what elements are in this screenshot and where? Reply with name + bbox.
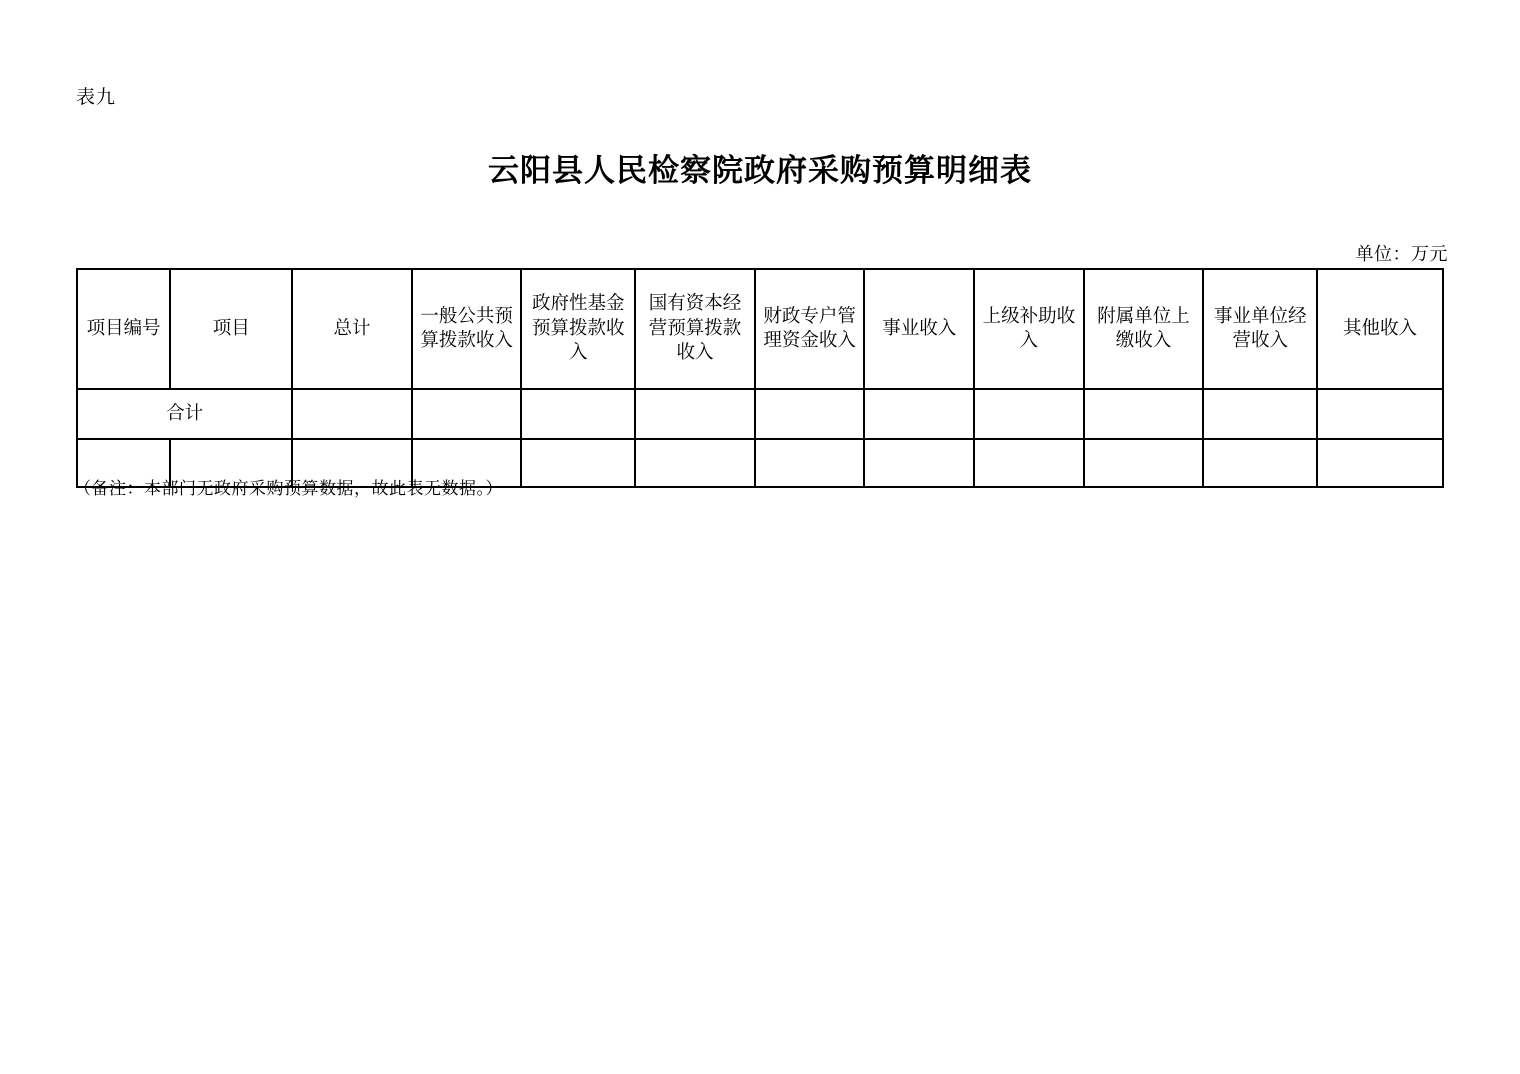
- column-header-subordinate-remittance: 附属单位上缴收入: [1084, 269, 1204, 389]
- budget-table: [76, 268, 1444, 488]
- table-row: [77, 389, 1443, 439]
- cell-institution-business-income: [1203, 389, 1317, 439]
- column-header-superior-subsidy: 上级补助收入: [974, 269, 1084, 389]
- cell-subordinate-remittance: [1084, 389, 1204, 439]
- cell-institution-business-income: [1203, 439, 1317, 487]
- footnote: （备注：本部门无政府采购预算数据，故此表无数据。）: [74, 479, 503, 498]
- cell-total: [292, 389, 412, 439]
- page-title: 云阳县人民检察院政府采购预算明细表: [488, 153, 1032, 188]
- column-header-total: 总计: [292, 269, 412, 389]
- cell-fiscal-account-funds: [755, 439, 865, 487]
- table-header-row: [77, 269, 1443, 389]
- cell-state-capital-budget: [635, 439, 755, 487]
- cell-superior-subsidy: [974, 439, 1084, 487]
- column-header-institution-business-income: 事业单位经营收入: [1203, 269, 1317, 389]
- row-label-total: 合计: [77, 389, 292, 439]
- cell-other-income: [1317, 439, 1443, 487]
- unit-note: 单位：万元: [1355, 244, 1448, 264]
- cell-state-capital-budget: [635, 389, 755, 439]
- cell-government-fund-budget: [521, 439, 635, 487]
- cell-operating-income: [864, 389, 974, 439]
- cell-fiscal-account-funds: [755, 389, 865, 439]
- column-header-other-income: 其他收入: [1317, 269, 1443, 389]
- cell-subordinate-remittance: [1084, 439, 1204, 487]
- cell-superior-subsidy: [974, 389, 1084, 439]
- column-header-item-code: 项目编号: [77, 269, 170, 389]
- cell-general-public-budget: [412, 389, 522, 439]
- cell-other-income: [1317, 389, 1443, 439]
- column-header-state-capital-budget: 国有资本经营预算拨款收入: [635, 269, 755, 389]
- table-label: 表九: [76, 87, 117, 108]
- column-header-item: 项目: [170, 269, 292, 389]
- cell-government-fund-budget: [521, 389, 635, 439]
- column-header-general-public-budget: 一般公共预算拨款收入: [412, 269, 522, 389]
- cell-operating-income: [864, 439, 974, 487]
- column-header-government-fund-budget: 政府性基金预算拨款收入: [521, 269, 635, 389]
- column-header-fiscal-account-funds: 财政专户管理资金收入: [755, 269, 865, 389]
- column-header-operating-income: 事业收入: [864, 269, 974, 389]
